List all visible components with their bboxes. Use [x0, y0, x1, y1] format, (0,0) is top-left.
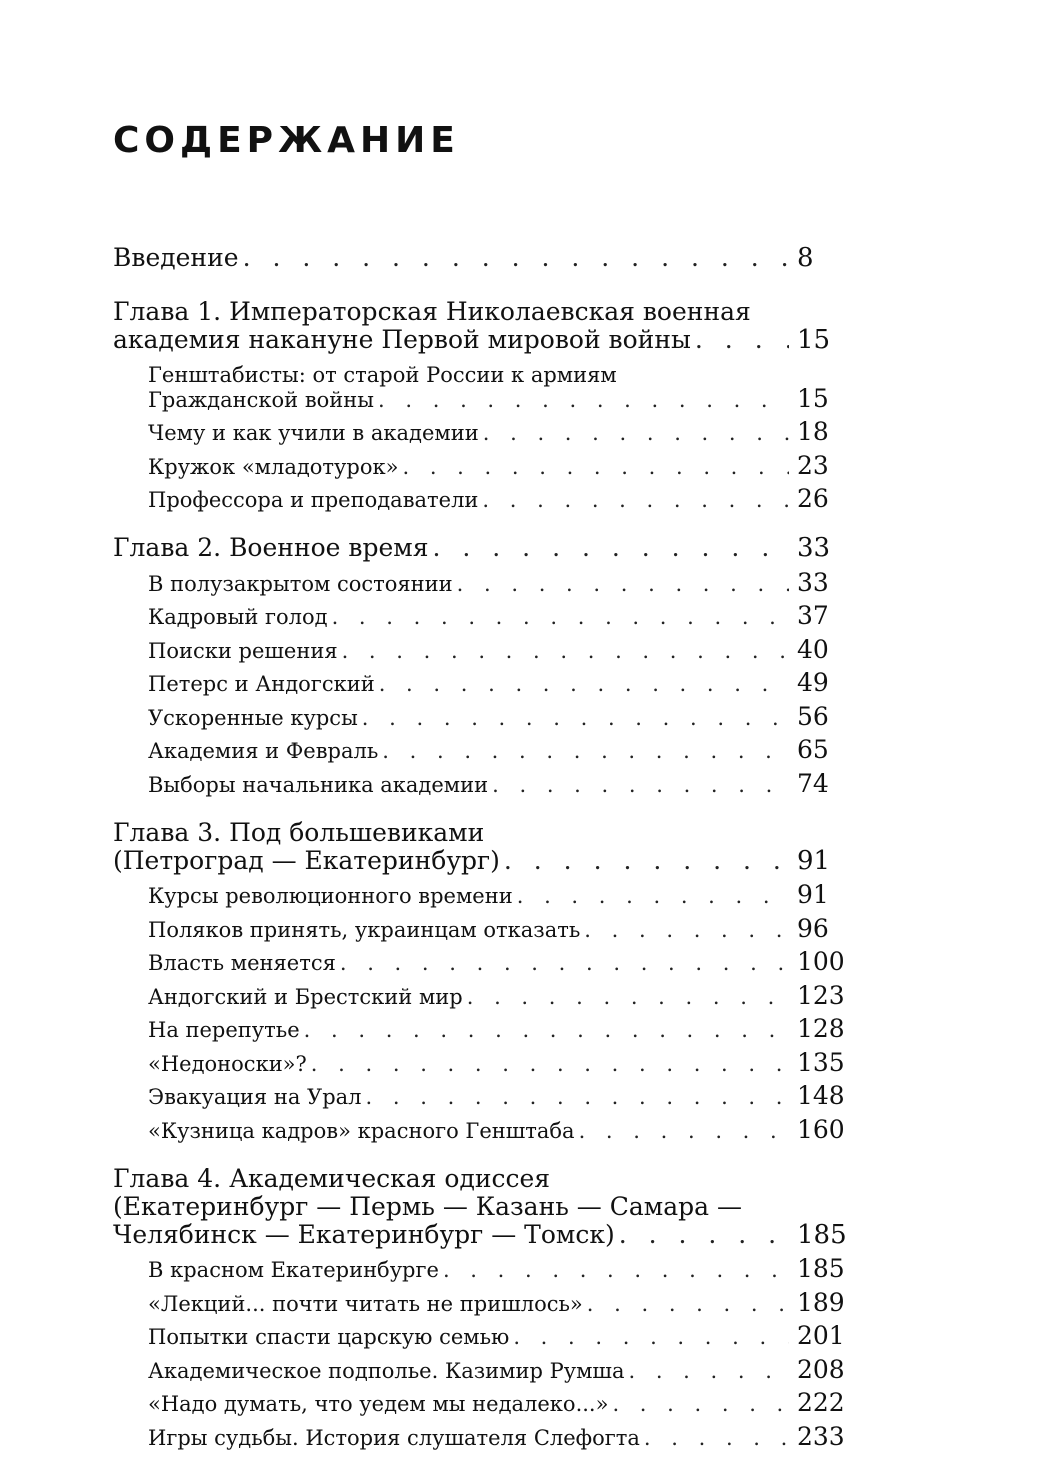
- toc-section[interactable]: [113, 980, 845, 1010]
- dot-leader: [504, 847, 789, 875]
- toc-section[interactable]: [113, 1354, 845, 1384]
- page-number: 189: [797, 1287, 845, 1317]
- toc-chapter-1[interactable]: [113, 298, 845, 354]
- page-number: 74: [797, 768, 829, 798]
- page-number: 8: [797, 243, 814, 273]
- page-number: 160: [797, 1114, 845, 1144]
- section-title: «Кузница кадров» красного Генштаба: [148, 1118, 575, 1143]
- dot-leader: [332, 605, 789, 629]
- section-title: Чему и как учили в академии: [148, 421, 479, 445]
- page-number: 100: [797, 947, 845, 976]
- dot-leader: [644, 1426, 789, 1450]
- page-number: 49: [797, 668, 829, 697]
- page-number: 18: [797, 417, 829, 446]
- page-number: 91: [797, 880, 829, 909]
- section-title: Игры судьбы. История слушателя Слефогта: [148, 1425, 640, 1450]
- dot-leader: [619, 1221, 789, 1249]
- toc-chapter-3[interactable]: [113, 819, 845, 875]
- toc-section[interactable]: [113, 913, 845, 943]
- chapter-title: Глава 2. Военное время: [113, 533, 429, 562]
- toc-section[interactable]: [113, 1321, 845, 1350]
- toc-section[interactable]: [113, 601, 845, 630]
- section-title: На перепутье: [148, 1018, 300, 1042]
- dot-leader: [579, 1119, 789, 1143]
- toc-section[interactable]: [113, 1047, 845, 1077]
- section-title: Академическое подполье. Казимир Румша: [148, 1358, 625, 1383]
- chapter-title-line: (Екатеринбург — Пермь — Казань — Самара —: [113, 1191, 742, 1221]
- dot-leader: [382, 739, 789, 763]
- dot-leader: [379, 672, 789, 696]
- chapter-title-line: Челябинск — Екатеринбург — Томск): [113, 1219, 615, 1249]
- toc-section[interactable]: [113, 634, 845, 664]
- section-title: Поиски решения: [148, 638, 338, 663]
- toc-section[interactable]: [113, 417, 845, 446]
- page-number: 233: [797, 1421, 845, 1451]
- dot-leader: [340, 951, 789, 975]
- toc-section[interactable]: [113, 668, 845, 697]
- section-title: Курсы революционного времени: [148, 884, 513, 908]
- dot-leader: [433, 534, 790, 562]
- dot-leader: [362, 706, 789, 730]
- toc-section[interactable]: [113, 484, 845, 513]
- page-number: 23: [797, 450, 829, 480]
- toc-section[interactable]: [113, 1287, 845, 1317]
- section-title: Академия и Февраль: [148, 739, 379, 763]
- section-title: Выборы начальника академии: [148, 772, 489, 797]
- section-title: Петерс и Андогский: [148, 672, 375, 696]
- toc-section[interactable]: [113, 1081, 845, 1110]
- page-number: 15: [797, 325, 831, 355]
- section-title: «Недоноски»?: [148, 1051, 307, 1076]
- entry-title: Введение: [113, 243, 239, 272]
- section-title: Власть меняется: [148, 951, 336, 975]
- page-number: 128: [797, 1014, 845, 1043]
- toc-section[interactable]: [113, 363, 845, 412]
- toc-section[interactable]: [113, 1014, 845, 1043]
- page-number: 222: [797, 1388, 845, 1417]
- toc-section[interactable]: [113, 1388, 845, 1417]
- dot-leader: [366, 1085, 789, 1109]
- chapter-title-line: (Петроград — Екатеринбург): [113, 845, 500, 875]
- section-title: Ускоренные курсы: [148, 705, 358, 730]
- page-number: 56: [797, 701, 829, 731]
- page-number: 185: [797, 1254, 845, 1283]
- page-number: 33: [797, 567, 829, 597]
- dot-leader: [695, 326, 789, 354]
- chapter-title-line: академия накануне Первой мировой войны: [113, 325, 691, 354]
- toc-section[interactable]: [113, 735, 845, 764]
- section-title-line: Генштабисты: от старой России к армиям: [148, 362, 617, 387]
- section-title-line: Гражданской войны: [148, 387, 375, 412]
- page-number: 26: [797, 484, 829, 513]
- section-title: Эвакуация на Урал: [148, 1085, 362, 1109]
- page-number: 15: [797, 383, 829, 413]
- dot-leader: [492, 773, 789, 797]
- table-of-contents: [113, 244, 845, 1450]
- dot-leader: [584, 918, 789, 942]
- section-title: Профессора и преподаватели: [148, 488, 479, 512]
- dot-leader: [482, 488, 789, 512]
- page-number: 40: [797, 634, 829, 664]
- page-number: 123: [797, 980, 845, 1010]
- section-title: Кадровый голод: [148, 605, 328, 629]
- dot-leader: [483, 421, 789, 445]
- page-number: 185: [797, 1219, 847, 1250]
- page-number: 135: [797, 1047, 845, 1077]
- toc-chapter-2[interactable]: [113, 534, 845, 562]
- dot-leader: [628, 1359, 789, 1383]
- dot-leader: [378, 388, 789, 412]
- toc-entry-introduction[interactable]: [113, 244, 845, 272]
- dot-leader: [304, 1018, 789, 1042]
- page-number: 91: [797, 845, 831, 876]
- toc-section[interactable]: [113, 947, 845, 976]
- page-number: 96: [797, 913, 829, 943]
- dot-leader: [612, 1392, 789, 1416]
- page-number: 33: [797, 533, 831, 563]
- dot-leader: [457, 572, 789, 596]
- dot-leader: [517, 884, 789, 908]
- dot-leader: [467, 985, 789, 1009]
- page-number: 201: [797, 1321, 845, 1350]
- toc-section[interactable]: [113, 567, 845, 597]
- dot-leader: [243, 244, 789, 272]
- section-title: В полузакрытом состоянии: [148, 571, 453, 596]
- page-number: 65: [797, 735, 829, 764]
- page-number: 37: [797, 601, 829, 630]
- toc-chapter-4[interactable]: [113, 1165, 845, 1249]
- chapter-title-line: Глава 3. Под большевиками: [113, 817, 485, 847]
- toc-section[interactable]: [113, 1254, 845, 1283]
- section-title: Поляков принять, украинцам отказать: [148, 917, 581, 942]
- chapter-title-line: Глава 1. Императорская Николаевская военная: [113, 297, 751, 326]
- toc-section[interactable]: [113, 701, 845, 731]
- toc-section[interactable]: [113, 880, 845, 909]
- dot-leader: [342, 639, 789, 663]
- dot-leader: [513, 1325, 789, 1349]
- dot-leader: [402, 455, 789, 479]
- page-title: СОДЕРЖАНИЕ: [113, 120, 460, 161]
- dot-leader: [587, 1292, 789, 1316]
- section-title: В красном Екатеринбурге: [148, 1258, 439, 1282]
- section-title: Попытки спасти царскую семью: [148, 1325, 510, 1349]
- toc-section[interactable]: [113, 1114, 845, 1144]
- dot-leader: [311, 1052, 789, 1076]
- section-title: Андогский и Брестский мир: [148, 984, 463, 1009]
- page-number: 148: [797, 1081, 845, 1110]
- dot-leader: [443, 1258, 789, 1282]
- section-title: «Надо думать, что уедем мы недалеко...»: [148, 1392, 609, 1416]
- chapter-title-line: Глава 4. Академическая одиссея: [113, 1163, 551, 1193]
- toc-section[interactable]: [113, 768, 845, 798]
- toc-section[interactable]: [113, 1421, 845, 1451]
- toc-section[interactable]: [113, 450, 845, 480]
- page-number: 208: [797, 1354, 845, 1384]
- section-title: Кружок «младотурок»: [148, 454, 399, 479]
- section-title: «Лекций... почти читать не пришлось»: [148, 1291, 583, 1316]
